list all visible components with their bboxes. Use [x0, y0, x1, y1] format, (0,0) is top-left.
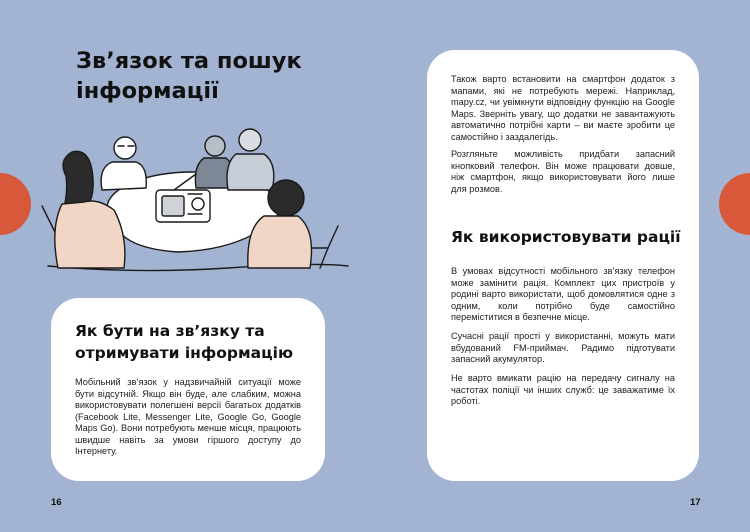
info-card-left: [51, 298, 325, 481]
right-card-paragraph-1: Також варто встановити на смартфон додаток з мапами, які не потребують мережі. Наприклад, mapy.cz, чи увімкнути відповідну функцію на Google Maps. Зверніть увагу, що додатки не завантажують автоматично потрібні карти – ви маєте зробити це самостійно і заздалегідь.: [451, 74, 675, 142]
left-card-body: Мобільний зв’язок у надзвичайній ситуації може бути відсутній. Якщо він буде, але слабким, можна використовувати полегшені версії багатьох додатків (Facebook Lite, Messenger Lite, Google Go, Google Maps Go). Вони потребують менше місця, працюють швидше навіть за умови гіршого доступу до Інтернету.: [75, 377, 301, 456]
decorative-circle-right: [719, 173, 750, 235]
right-card-paragraph-2: Розгляньте можливість придбати запасний кнопковий телефон. Він може працювати довше, ніж смартфон, якщо використовувати його лише для розмов.: [451, 149, 675, 194]
info-card-right: [427, 50, 699, 481]
left-card-heading: Як бути на зв’язку та отримувати інформацію: [75, 322, 294, 362]
right-card-paragraph-3: В умовах відсутності мобільного зв’язку телефон може замінити рація. Комплект цих пристроїв у родині варто використати, щоб домовлятися одне з одним, коли потрібно буде самостійно переміститися в безпечне місце.: [451, 266, 675, 322]
page-number-left: 16: [51, 497, 62, 508]
people-around-radio-illustration: [28, 118, 358, 278]
decorative-circle-left: [0, 173, 31, 235]
right-card-paragraph-4: Сучасні рації прості у використанні, можуть мати вбудований FM-приймач. Радимо підготувати запасний акумулятор.: [451, 331, 675, 364]
right-card-paragraph-5: Не варто вмикати рацію на передачу сигналу на частотах поліції чи інших служб: це заважатиме їх роботі.: [451, 373, 675, 406]
right-card-heading: Як використовувати рації: [451, 228, 681, 246]
page-title: Зв’язок та пошук інформації: [76, 48, 302, 104]
page-number-right: 17: [690, 497, 701, 508]
